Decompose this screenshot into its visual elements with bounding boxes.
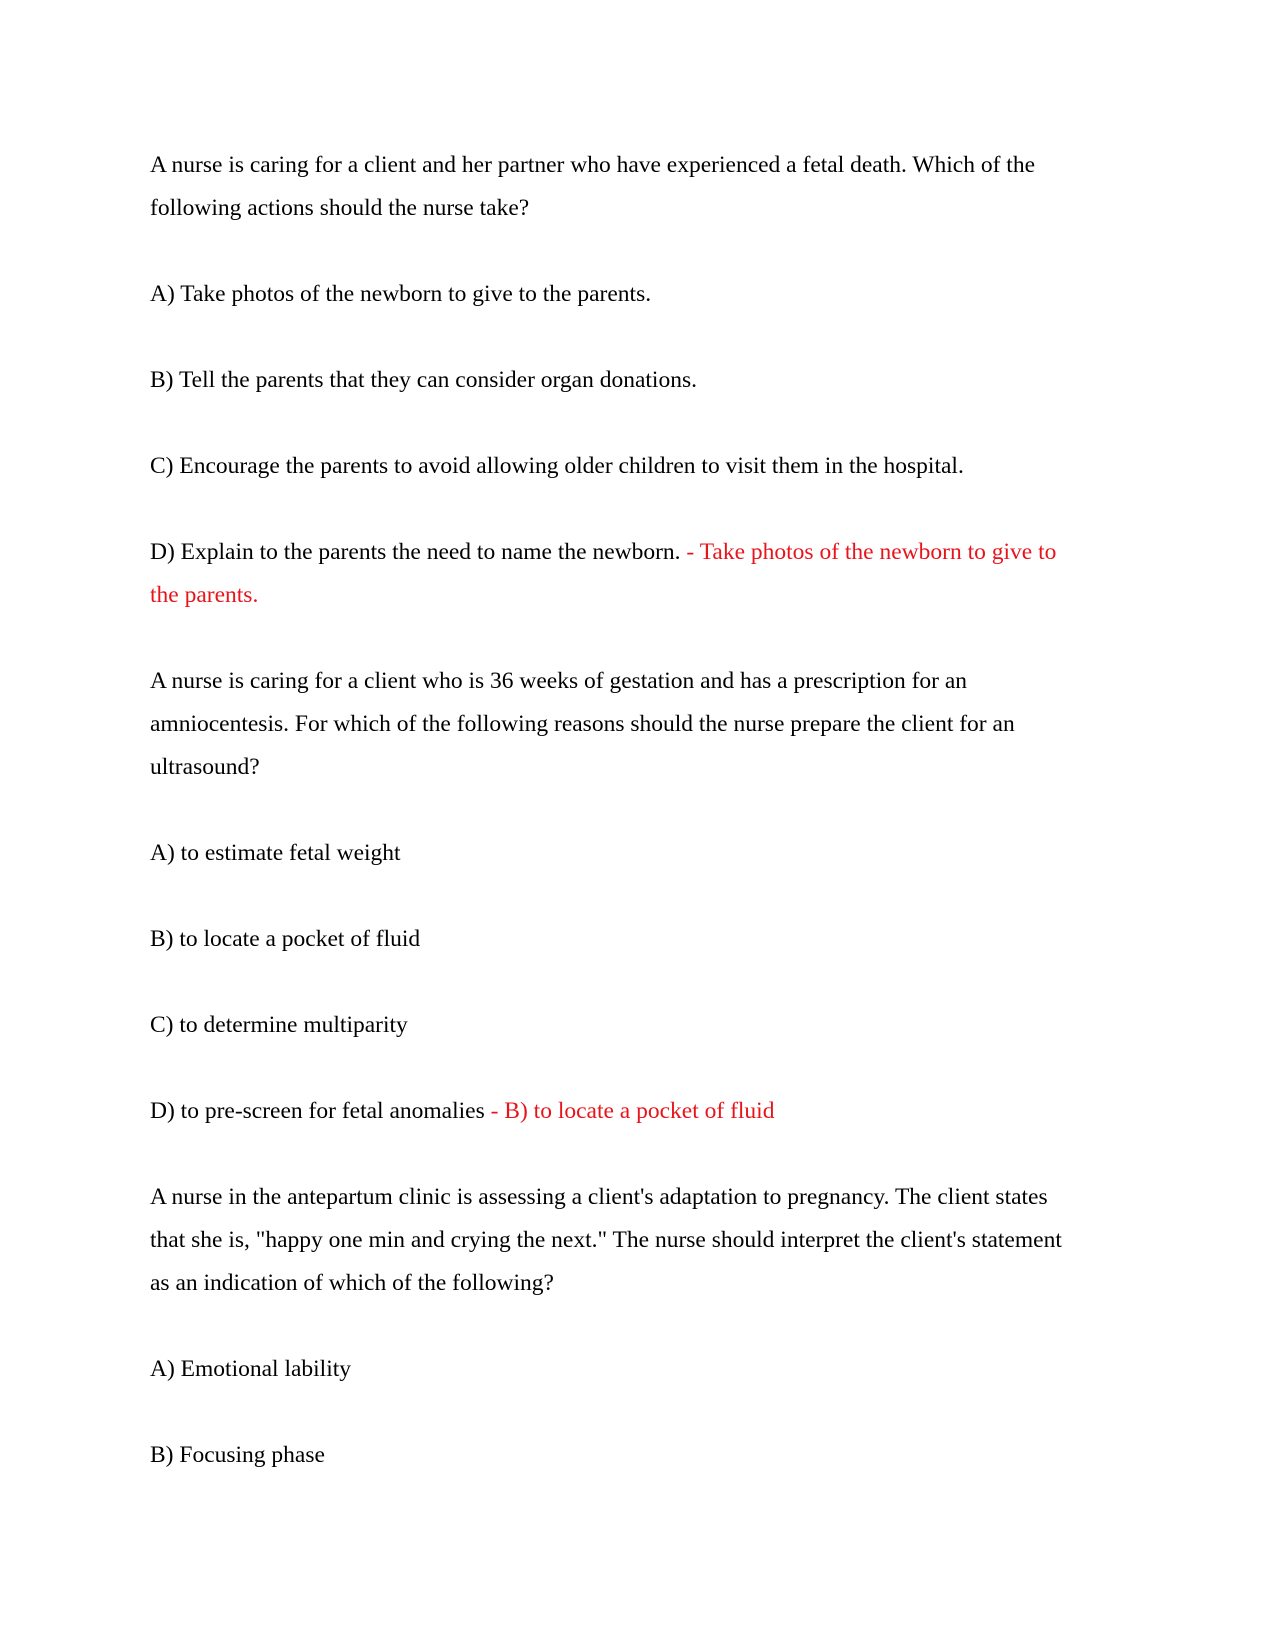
question-1-option-d-line: [150, 531, 1130, 574]
question-3-option-b: B) Focusing phase: [150, 1442, 325, 1468]
question-2-option-b: B) to locate a pocket of fluid: [150, 926, 421, 952]
question-3: [150, 1176, 1130, 1477]
question-2-stem-line-1: A nurse is caring for a client who is 36 weeks of gestation and has a prescription for an: [150, 668, 968, 694]
question-2: [150, 660, 1130, 1133]
question-1-option-c: C) Encourage the parents to avoid allowing older children to visit them in the hospital.: [150, 453, 964, 479]
question-2-answer: - B) to locate a pocket of fluid: [484, 1098, 775, 1124]
question-1-stem-line-2: following actions should the nurse take?: [150, 195, 530, 221]
question-3-stem-line-1: A nurse in the antepartum clinic is assessing a client's adaptation to pregnancy. The client states: [150, 1184, 1048, 1210]
question-1-option-a: A) Take photos of the newborn to give to the parents.: [150, 281, 652, 307]
question-1: [150, 144, 1130, 617]
question-2-option-d-line: [150, 1090, 1130, 1133]
question-1-answer-part-2: the parents.: [150, 582, 259, 608]
question-1-option-b: B) Tell the parents that they can consider organ donations.: [150, 367, 697, 393]
question-3-stem-line-3: as an indication of which of the following?: [150, 1270, 554, 1296]
document-body: [150, 144, 1130, 1477]
question-1-stem-line-1: A nurse is caring for a client and her partner who have experienced a fetal death. Which of the: [150, 152, 1036, 178]
question-2-option-a: A) to estimate fetal weight: [150, 840, 401, 866]
question-1-option-d: D) Explain to the parents the need to name the newborn.: [150, 539, 681, 565]
question-2-option-d: D) to pre-screen for fetal anomalies: [150, 1098, 485, 1124]
question-3-stem-line-2: that she is, "happy one min and crying the next." The nurse should interpret the client's statement: [150, 1227, 1062, 1253]
question-1-answer-part-1: - Take photos of the newborn to give to: [680, 539, 1057, 565]
question-2-stem-line-3: ultrasound?: [150, 754, 260, 780]
question-2-stem-line-2: amniocentesis. For which of the following reasons should the nurse prepare the client for an: [150, 711, 1015, 737]
question-2-option-c: C) to determine multiparity: [150, 1012, 408, 1038]
question-3-option-a: A) Emotional lability: [150, 1356, 352, 1382]
